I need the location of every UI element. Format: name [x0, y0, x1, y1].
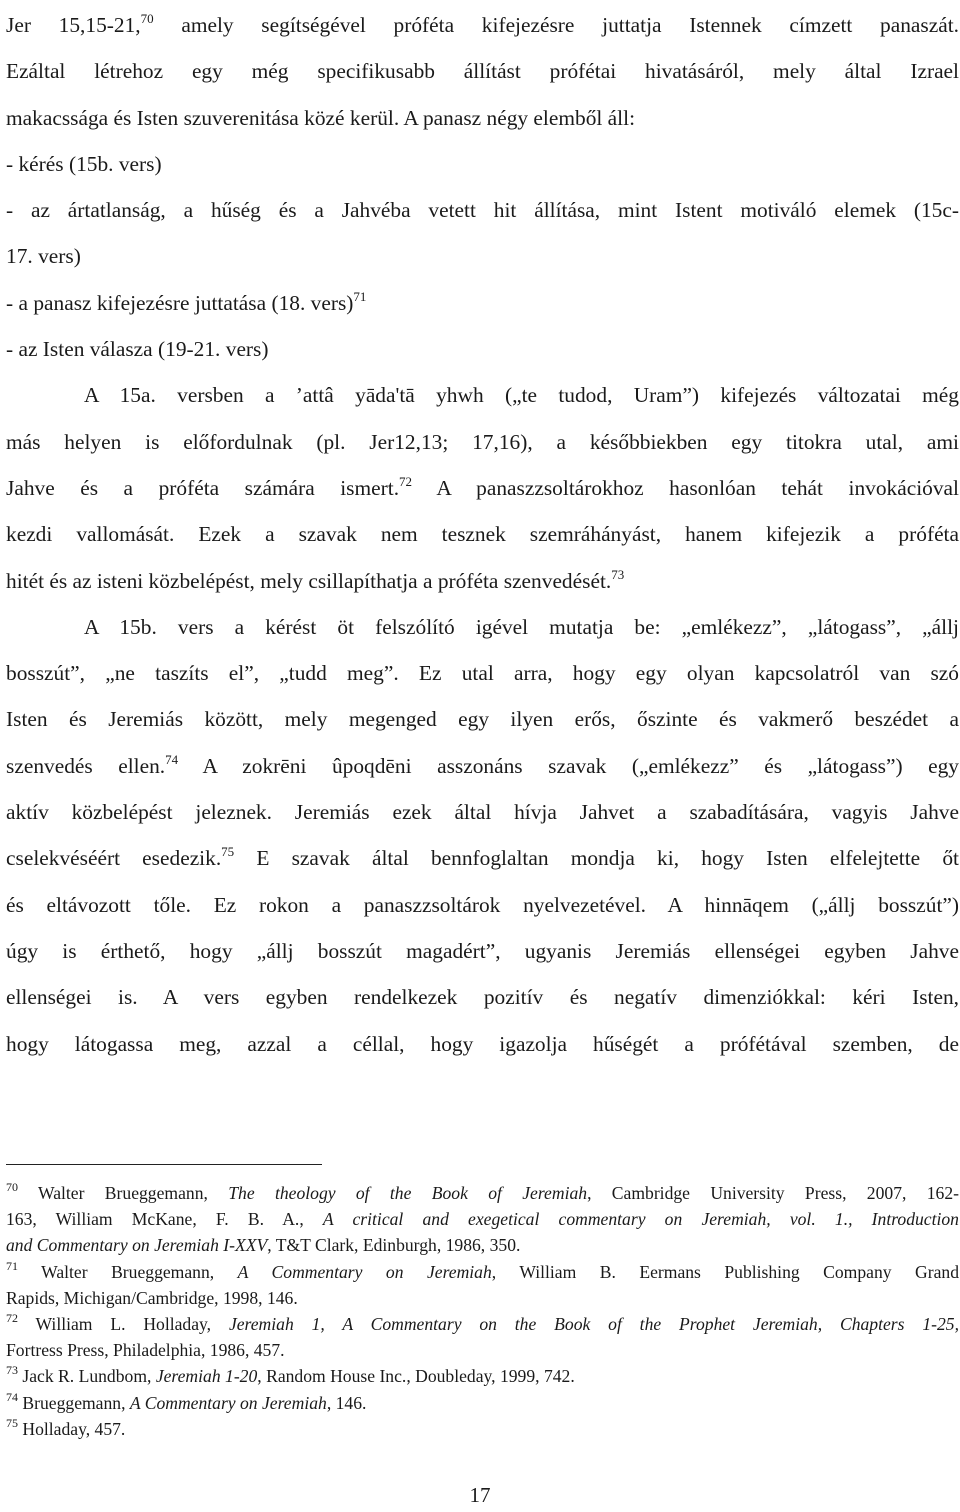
text-line: és eltávozott tőle. Ez rokon a panaszzsoltárok nyelvezetével. A hinnāqem („állj bosszút”) [6, 892, 959, 917]
text-line: Isten és Jeremiás között, mely megenged egy ilyen erős, őszinte és vakmerő beszédet a [6, 707, 959, 732]
footnote-70: $^{70}$ Walter Brueggemann, The theology of the Book of Jeremiah, Cambridge University Press, 2007, 162- [6, 1180, 959, 1203]
footnote-ref-72[interactable]: 72 [399, 473, 413, 489]
text-line: makacssága és Isten szuverenitása közé kerül. A panasz négy elemből áll: [6, 105, 636, 130]
footnotes [6, 1180, 959, 1442]
footnote-separator [6, 1164, 322, 1165]
footnote-72: $^{72}$ William L. Holladay, Jeremiah 1, A Commentary on the Book of the Prophet Jeremiah, Chapters 1-25, [6, 1311, 959, 1335]
text-line: más helyen is előfordulnak (pl. Jer12,13; 17,16), a későbbiekben egy titokra utal, ami [6, 429, 959, 454]
footnote-ref-75[interactable]: 75 [221, 844, 235, 860]
text-line: 17. vers) [6, 244, 81, 269]
list-item: - a panasz kifejezésre juttatása (18. vers)$^{71}$ [6, 288, 367, 315]
list-item: - kérés (15b. vers) [6, 151, 162, 176]
footnote-74: $^{74}$ Brueggemann, A Commentary on Jeremiah, 146. [6, 1389, 367, 1413]
body-text [6, 2, 959, 1067]
text-line: aktív közbelépést jeleznek. Jeremiás ezek által hívja Jahvet a szabadítására, vagyis Jahve [6, 800, 959, 825]
footnote-ref-70[interactable]: 70 [140, 11, 154, 26]
list-item: - az Isten válasza (19-21. vers) [6, 337, 269, 362]
footnote-71-cont: Rapids, Michigan/Cambridge, 1998, 146. [6, 1287, 298, 1308]
text-line: kezdi vallomását. Ezek a szavak nem tesznek szemráhányást, hanem kifejezik a próféta [6, 522, 959, 547]
text-line: hitét és az isteni közbelépést, mely csillapíthatja a próféta szenvedését.$^{73}$ [6, 566, 625, 593]
page-number: 17 [469, 1483, 491, 1507]
footnote-70-cont: 163, William McKane, F. B. A., A critical and exegetical commentary on Jeremiah, vol. 1., Introduction [6, 1209, 959, 1230]
footnote-73: $^{73}$ Jack R. Lundbom, Jeremiah 1-20, Random House Inc., Doubleday, 1999, 742. [6, 1363, 575, 1387]
list-item: - az ártatlanság, a hűség és a Jahvéba vetett hit állítása, mint Istent motiváló elemek (15c- [6, 198, 959, 223]
text-line: ellenségei is. A vers egyben rendelkezek pozitív és negatív dimenziókkal: kéri Isten, [6, 985, 959, 1010]
paragraph-start: A 15a. versben a ’attâ yāda'tā yhwh („te tudod, Uram”) kifejezés változatai még [84, 383, 959, 408]
text-line: úgy is érthető, hogy „állj bosszút magadért”, ugyanis Jeremiás ellenségei egyben Jahve [6, 938, 959, 963]
text-line: Jahve és a próféta számára ismert.$^{72}$ A panaszzsoltárokhoz hasonlóan tehát invokációval [6, 473, 959, 500]
footnote-72-cont: Fortress Press, Philadelphia, 1986, 457. [6, 1340, 285, 1361]
text-line: bosszút”, „ne taszíts el”, „tudd meg”. Ez utal arra, hogy egy olyan kapcsolatról van szó [6, 661, 959, 686]
footnote-ref-74[interactable]: 74 [165, 751, 179, 767]
text-line: szenvedés ellen.$^{74}$ A zokrēni ûpoqdēni asszonáns szavak („emlékezz” és „látogass”) egy [6, 751, 959, 778]
footnote-71: $^{71}$ Walter Brueggemann, A Commentary on Jeremiah, William B. Eermans Publishing Company Grand [6, 1258, 959, 1282]
text-line: Jer 15,15-21,70 amely segítségével próféta kifejezésre juttatja Istennek címzett panaszát. [6, 11, 960, 37]
footnote-70-cont: and Commentary on Jeremiah I-XXV, T&T Clark, Edinburgh, 1986, 350. [6, 1235, 521, 1256]
footnote-ref-71[interactable]: 71 [353, 288, 367, 304]
text-line: Ezáltal létrehoz egy még specifikusabb állítást prófétai hivatásáról, mely által Izrael [6, 59, 959, 84]
footnote-ref-73[interactable]: 73 [611, 566, 625, 582]
paragraph-start: A 15b. vers a kérést öt felszólító igével mutatja be: „emlékezz”, „látogass”, „állj [84, 614, 959, 639]
text-line: hogy látogassa meg, azzal a céllal, hogy igazolja hűségét a prófétával szemben, de [6, 1031, 959, 1056]
footnote-75: $^{75}$ Holladay, 457. [6, 1415, 126, 1439]
text-line: cselekvéséért esedezik.$^{75}$ E szavak által bennfoglaltan mondja ki, hogy Isten elfelejtette őt [6, 844, 959, 871]
